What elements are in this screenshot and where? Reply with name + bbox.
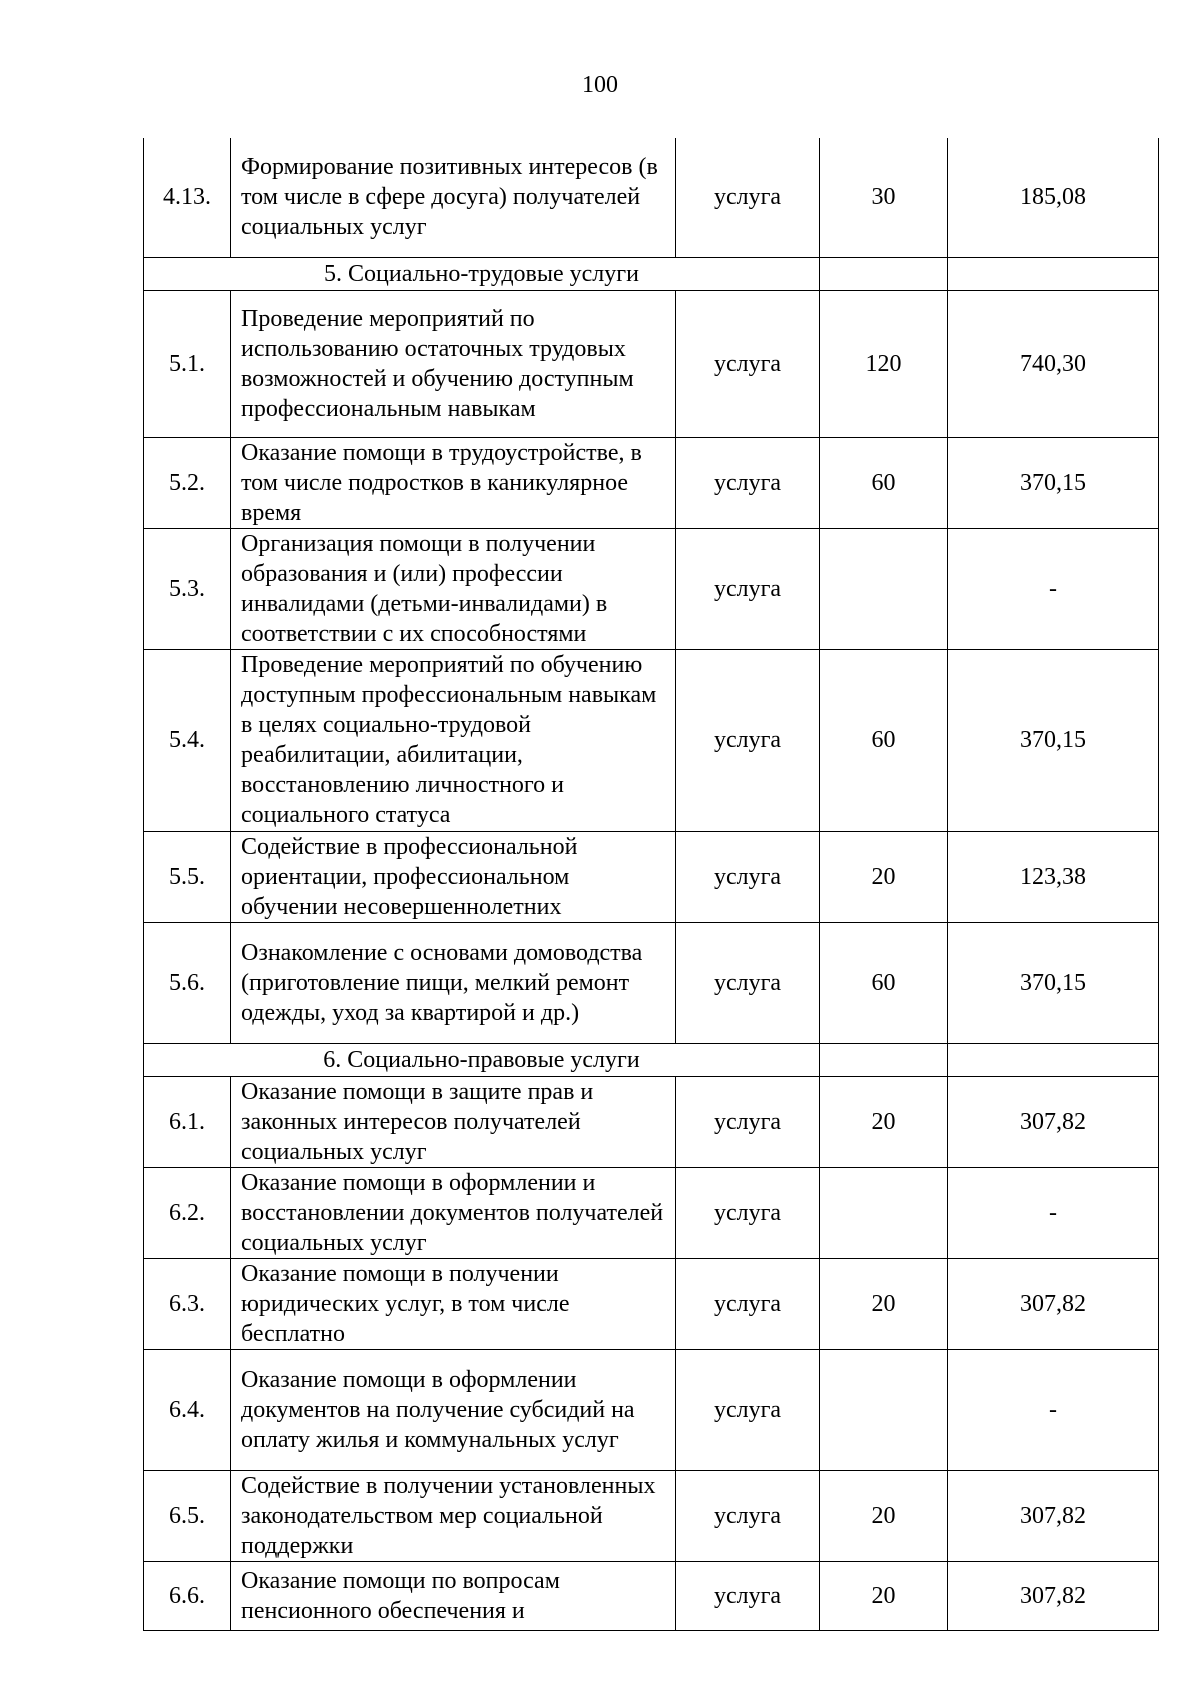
unit-cell: услуга: [676, 649, 820, 831]
unit-cell: услуга: [676, 831, 820, 922]
row-number: 5.5.: [144, 831, 231, 922]
price-cell: -: [948, 1349, 1159, 1470]
table-row: [144, 1167, 1159, 1258]
price-cell: -: [948, 528, 1159, 649]
unit-cell: услуга: [676, 1470, 820, 1561]
quantity-cell: 20: [820, 1561, 948, 1630]
row-number: 6.6.: [144, 1561, 231, 1630]
price-cell: 185,08: [948, 138, 1159, 257]
table-row: [144, 831, 1159, 922]
table-row: [144, 1561, 1159, 1630]
table-row: [144, 1258, 1159, 1349]
unit-cell: услуга: [676, 1258, 820, 1349]
service-name: Проведение мероприятий по обучению доступным профессиональным навыкам в целях социально-трудовой реабилитации, абилитации, восстановлению личностного и социального статуса: [231, 649, 676, 831]
service-name: Организация помощи в получении образования и (или) профессии инвалидами (детьми-инвалидами) в соответствии с их способностями: [231, 528, 676, 649]
page-number: 100: [582, 72, 618, 98]
service-name: Проведение мероприятий по использованию остаточных трудовых возможностей и обучению доступным профессиональным навыкам: [231, 290, 676, 437]
section-row: [144, 257, 1159, 290]
section-row: [144, 1043, 1159, 1076]
price-cell: 307,82: [948, 1470, 1159, 1561]
quantity-cell: 20: [820, 1470, 948, 1561]
section-title: 6. Социально-правовые услуги: [144, 1043, 820, 1076]
unit-cell: услуга: [676, 528, 820, 649]
price-cell: 307,82: [948, 1561, 1159, 1630]
empty-cell: [820, 257, 948, 290]
service-name: Оказание помощи в трудоустройстве, в том числе подростков в каникулярное время: [231, 437, 676, 528]
row-number: 6.4.: [144, 1349, 231, 1470]
service-name: Оказание помощи в получении юридических услуг, в том числе бесплатно: [231, 1258, 676, 1349]
service-name: Оказание помощи в оформлении и восстановлении документов получателей социальных услуг: [231, 1167, 676, 1258]
row-number: 6.2.: [144, 1167, 231, 1258]
unit-cell: услуга: [676, 138, 820, 257]
quantity-cell: 60: [820, 922, 948, 1043]
row-number: 6.5.: [144, 1470, 231, 1561]
quantity-cell: [820, 1167, 948, 1258]
table-row: [144, 528, 1159, 649]
quantity-cell: 20: [820, 1258, 948, 1349]
quantity-cell: 60: [820, 649, 948, 831]
services-table: [143, 138, 1159, 1631]
quantity-cell: 20: [820, 831, 948, 922]
price-cell: 307,82: [948, 1076, 1159, 1167]
table-row: [144, 1076, 1159, 1167]
table-row: [144, 437, 1159, 528]
quantity-cell: 120: [820, 290, 948, 437]
table-row: [144, 1349, 1159, 1470]
quantity-cell: [820, 528, 948, 649]
service-name: Оказание помощи в оформлении документов на получение субсидий на оплату жилья и коммунальных услуг: [231, 1349, 676, 1470]
table-row: [144, 922, 1159, 1043]
quantity-cell: [820, 1349, 948, 1470]
row-number: 5.2.: [144, 437, 231, 528]
row-number: 4.13.: [144, 138, 231, 257]
price-cell: 123,38: [948, 831, 1159, 922]
row-number: 5.6.: [144, 922, 231, 1043]
table-row: [144, 290, 1159, 437]
section-title: 5. Социально-трудовые услуги: [144, 257, 820, 290]
table-row: [144, 138, 1159, 257]
service-name: Оказание помощи по вопросам пенсионного обеспечения и: [231, 1561, 676, 1630]
price-cell: 740,30: [948, 290, 1159, 437]
unit-cell: услуга: [676, 1561, 820, 1630]
price-cell: 307,82: [948, 1258, 1159, 1349]
row-number: 6.1.: [144, 1076, 231, 1167]
table-row: [144, 649, 1159, 831]
row-number: 5.3.: [144, 528, 231, 649]
quantity-cell: 30: [820, 138, 948, 257]
service-name: Формирование позитивных интересов (в том числе в сфере досуга) получателей социальных услуг: [231, 138, 676, 257]
service-name: Ознакомление с основами домоводства (приготовление пищи, мелкий ремонт одежды, уход за квартирой и др.): [231, 922, 676, 1043]
row-number: 5.1.: [144, 290, 231, 437]
quantity-cell: 60: [820, 437, 948, 528]
price-cell: -: [948, 1167, 1159, 1258]
empty-cell: [948, 1043, 1159, 1076]
table-row: [144, 1470, 1159, 1561]
row-number: 5.4.: [144, 649, 231, 831]
service-name: Оказание помощи в защите прав и законных интересов получателей социальных услуг: [231, 1076, 676, 1167]
unit-cell: услуга: [676, 290, 820, 437]
unit-cell: услуга: [676, 922, 820, 1043]
empty-cell: [948, 257, 1159, 290]
quantity-cell: 20: [820, 1076, 948, 1167]
service-name: Содействие в профессиональной ориентации, профессиональном обучении несовершеннолетних: [231, 831, 676, 922]
unit-cell: услуга: [676, 1076, 820, 1167]
price-cell: 370,15: [948, 649, 1159, 831]
unit-cell: услуга: [676, 1349, 820, 1470]
price-cell: 370,15: [948, 437, 1159, 528]
row-number: 6.3.: [144, 1258, 231, 1349]
service-name: Содействие в получении установленных законодательством мер социальной поддержки: [231, 1470, 676, 1561]
empty-cell: [820, 1043, 948, 1076]
unit-cell: услуга: [676, 1167, 820, 1258]
price-cell: 370,15: [948, 922, 1159, 1043]
unit-cell: услуга: [676, 437, 820, 528]
